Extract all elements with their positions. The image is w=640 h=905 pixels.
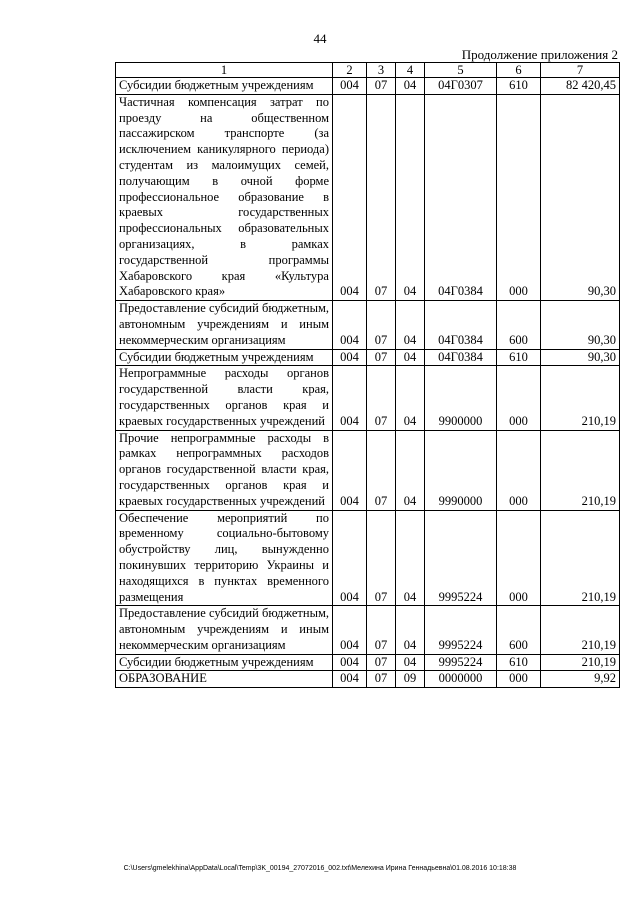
table-row: [116, 606, 620, 654]
expense-type-code: 600: [497, 606, 541, 654]
ministry-code: 004: [333, 510, 367, 606]
amount: 210,19: [541, 430, 620, 510]
subsection-code: 04: [396, 430, 425, 510]
item-name: Субсидии бюджетным учреждениям: [116, 654, 333, 671]
target-article-code: 9900000: [425, 366, 497, 430]
column-header: 5: [425, 63, 497, 78]
ministry-code: 004: [333, 606, 367, 654]
section-code: 07: [367, 94, 396, 300]
column-header: 3: [367, 63, 396, 78]
expense-type-code: 610: [497, 78, 541, 95]
subsection-code: 04: [396, 349, 425, 366]
item-name: Непрограммные расходы органов государственной власти края, государственных органов края и краевых государственных учреждений: [116, 366, 333, 430]
section-code: 07: [367, 349, 396, 366]
target-article-code: 04Г0307: [425, 78, 497, 95]
ministry-code: 004: [333, 78, 367, 95]
table-row: [116, 654, 620, 671]
target-article-code: 9990000: [425, 430, 497, 510]
expense-type-code: 610: [497, 654, 541, 671]
amount: 210,19: [541, 366, 620, 430]
header-row: [116, 63, 620, 78]
expense-type-code: 000: [497, 94, 541, 300]
subsection-code: 04: [396, 654, 425, 671]
subsection-code: 09: [396, 671, 425, 688]
page-number: 44: [313, 31, 327, 46]
section-code: 07: [367, 510, 396, 606]
item-name: Предоставление субсидий бюджетным, автономным учреждениям и иным некоммерческим организациям: [116, 301, 333, 349]
table-row: [116, 671, 620, 688]
item-name: Субсидии бюджетным учреждениям: [116, 78, 333, 95]
item-name: Субсидии бюджетным учреждениям: [116, 349, 333, 366]
target-article-code: 04Г0384: [425, 301, 497, 349]
amount: 9,92: [541, 671, 620, 688]
expense-type-code: 000: [497, 430, 541, 510]
target-article-code: 04Г0384: [425, 349, 497, 366]
target-article-code: 0000000: [425, 671, 497, 688]
ministry-code: 004: [333, 301, 367, 349]
ministry-code: 004: [333, 654, 367, 671]
amount: 210,19: [541, 606, 620, 654]
subsection-code: 04: [396, 366, 425, 430]
amount: 210,19: [541, 654, 620, 671]
target-article-code: 9995224: [425, 510, 497, 606]
file-path-footer: C:\Users\gmelekhina\AppData\Local\Temp\3K_00194_27072016_002.txt\Мелехина Ирина Геннадьевна\01.08.2016 10:18:38: [123, 865, 517, 872]
section-code: 07: [367, 606, 396, 654]
expense-type-code: 000: [497, 366, 541, 430]
ministry-code: 004: [333, 671, 367, 688]
ministry-code: 004: [333, 366, 367, 430]
item-name: Предоставление субсидий бюджетным, автономным учреждениям и иным некоммерческим организациям: [116, 606, 333, 654]
item-name: Прочие непрограммные расходы в рамках непрограммных расходов органов государственной власти края, государственных органов края и краевых государственных учреждений: [116, 430, 333, 510]
item-name: ОБРАЗОВАНИЕ: [116, 671, 333, 688]
expense-type-code: 000: [497, 671, 541, 688]
amount: 210,19: [541, 510, 620, 606]
ministry-code: 004: [333, 430, 367, 510]
section-code: 07: [367, 366, 396, 430]
table-row: [116, 78, 620, 95]
amount: 90,30: [541, 94, 620, 300]
target-article-code: 9995224: [425, 606, 497, 654]
subsection-code: 04: [396, 94, 425, 300]
target-article-code: 9995224: [425, 654, 497, 671]
budget-table: [115, 62, 620, 688]
column-header: 7: [541, 63, 620, 78]
column-header: 2: [333, 63, 367, 78]
ministry-code: 004: [333, 349, 367, 366]
target-article-code: 04Г0384: [425, 94, 497, 300]
section-code: 07: [367, 78, 396, 95]
section-code: 07: [367, 671, 396, 688]
expense-type-code: 000: [497, 510, 541, 606]
table-row: [116, 349, 620, 366]
section-code: 07: [367, 301, 396, 349]
expense-type-code: 600: [497, 301, 541, 349]
amount: 90,30: [541, 301, 620, 349]
subsection-code: 04: [396, 510, 425, 606]
subsection-code: 04: [396, 78, 425, 95]
continuation-caption: Продолжение приложения 2: [461, 47, 618, 62]
ministry-code: 004: [333, 94, 367, 300]
section-code: 07: [367, 654, 396, 671]
section-code: 07: [367, 430, 396, 510]
amount: 90,30: [541, 349, 620, 366]
subsection-code: 04: [396, 301, 425, 349]
table-row: [116, 510, 620, 606]
column-header: 6: [497, 63, 541, 78]
expense-type-code: 610: [497, 349, 541, 366]
table-row: [116, 430, 620, 510]
table-row: [116, 301, 620, 349]
column-header: 4: [396, 63, 425, 78]
column-header: 1: [116, 63, 333, 78]
table-row: [116, 94, 620, 300]
item-name: Частичная компенсация затрат по проезду на общественном пассажирском транспорте (за исключением каникулярного периода) студентам из малоимущих семей, получающим в очной форме профессиональное образование в краевых государственных профессиональных образовательных организациях, в рамках государственной программы Хабаровского края «Культура Хабаровского края»: [116, 94, 333, 300]
amount: 82 420,45: [541, 78, 620, 95]
table-row: [116, 366, 620, 430]
subsection-code: 04: [396, 606, 425, 654]
item-name: Обеспечение мероприятий по временному социально-бытовому обустройству лиц, вынужденно покинувших территорию Украины и находящихся в пунктах временного размещения: [116, 510, 333, 606]
